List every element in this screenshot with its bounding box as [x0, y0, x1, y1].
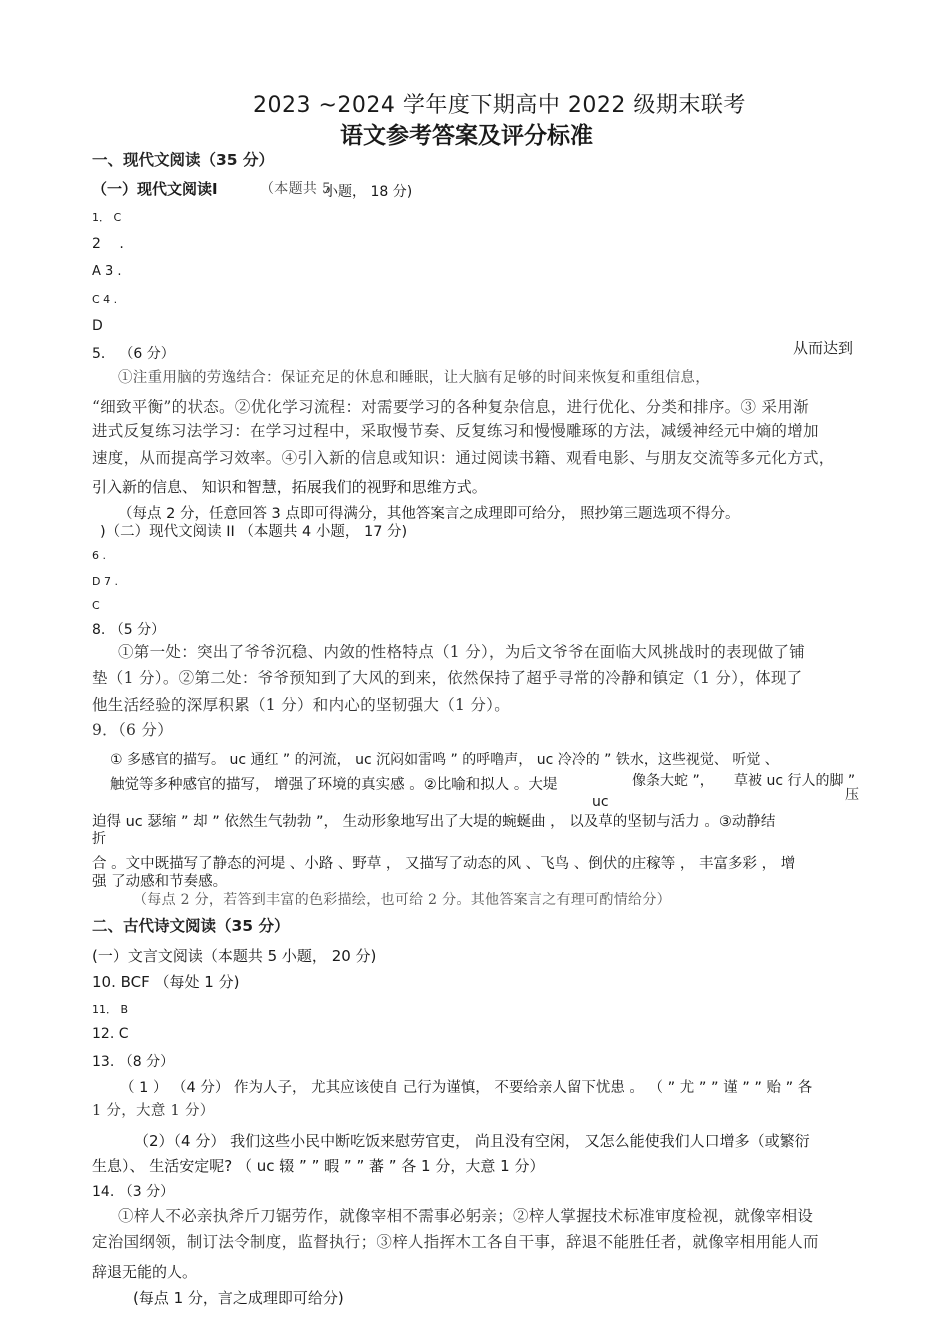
- answer-q11: 11． B: [92, 1003, 129, 1016]
- q14-line-3: 辞退无能的人。: [92, 1263, 198, 1281]
- section2-heading: 二、古代诗文阅读（35 分）: [92, 917, 290, 935]
- q9-heading: 9．（6 分）: [92, 721, 174, 739]
- answer-q7-c: C: [92, 599, 100, 612]
- q9-line-1: ① 多感官的描写。 uc 通红 ” 的河流， uc 沉闷如雷鸣 ” 的呼噜声， uc 冷冷的 ” 铁水，这些视觉、 听觉 、: [110, 752, 779, 768]
- part1-heading: （一）现代文阅读Ⅰ: [92, 180, 218, 198]
- answer-q2: 2 .: [92, 236, 124, 252]
- q8-heading: 8. （5 分）: [92, 622, 166, 638]
- q9-line-4: 合 。文中既描写了静态的河堤 、小路 、野草 ， 又描写了动态的风 、飞鸟 、倒伏的庄稼等 ， 丰富多彩 ， 增: [92, 856, 796, 872]
- q13-part1-line-1: （ 1 ） （4 分） 作为人子， 尤其应该使自 己行为谨慎， 不要给亲人留下忧患 。 （ ” 尤 ” ” 谨 ” ” 贻 ” 各: [120, 1080, 813, 1096]
- q9-ya-fragment: 压: [845, 787, 859, 803]
- q13-part1-line-2: 1 分，大意 1 分）: [92, 1103, 215, 1119]
- document-title: 2023 ~2024 学年度下期高中 2022 级期末联考: [253, 93, 746, 118]
- answer-q6: 6 .: [92, 549, 106, 562]
- q9-scoring-note: （每点 2 分，若答到丰富的色彩描绘，也可给 2 分。其他答案言之有理可酌情给分）: [133, 892, 671, 908]
- answer-q3: A 3 .: [92, 264, 122, 279]
- q13-part2-line-2: 生息）、 生活安定呢? （ uc 辍 ” ” 暇 ” ” 蕃 ” 各 1 分，大意 1 分）: [92, 1157, 545, 1175]
- q5-side-text: 从而达到: [793, 339, 854, 357]
- q13-part2-line-1: （2）（4 分） 我们这些小民中断吃饭来慰劳官吏， 尚且没有空闲， 又怎么能使我们人口增多（或繁衍: [134, 1132, 810, 1150]
- answer-q12: 12. C: [92, 1026, 129, 1042]
- part1-note: （本题共 5: [260, 181, 332, 197]
- q8-line-3: 他生活经验的深厚积累（1 分）和内心的坚韧强大（1 分）。: [92, 696, 511, 714]
- q13-heading: 13. （8 分）: [92, 1054, 175, 1070]
- q5-line-1: ①注重用脑的劳逸结合：保证充足的休息和睡眠，让大脑有足够的时间来恢复和重组信息，: [118, 370, 710, 386]
- answer-q7: D 7 .: [92, 575, 118, 588]
- q5-heading: 5． （6 分）: [92, 346, 175, 362]
- q14-line-2: 定治国纲领，制订法令制度，监督执行；③梓人指挥木工各自干事，辞退不能胜任者，就像宰相用能人而: [92, 1233, 819, 1251]
- q5-line-4: 速度，从而提高学习效率。④引入新的信息或知识：通过阅读书籍、观看电影、与朋友交流等多元化方式，: [92, 449, 835, 467]
- q9-line-3: 迫得 uc 瑟缩 ” 却 ” 依然生气勃勃 ”， 生动形象地写出了大堤的蜿蜒曲 ， 以及草的坚韧与活力 。③动静结: [92, 814, 776, 830]
- q8-line-2: 垫（1 分）。②第二处：爷爷预知到了大风的到来，依然保持了超乎寻常的冷静和镇定（1 分），体现了: [92, 669, 803, 687]
- section1-heading: 一、现代文阅读（35 分）: [92, 151, 274, 169]
- q9-line-2a: 触觉等多种感官的描写， 增强了环境的真实感 。②比喻和拟人 。大堤: [110, 777, 558, 793]
- q14-scoring-note: (每点 1 分，言之成理即可给分): [133, 1289, 344, 1307]
- q5-line-5: 引入新的信息、 知识和智慧，拓展我们的视野和思维方式。: [92, 478, 487, 496]
- q14-heading: 14. （3 分）: [92, 1184, 175, 1200]
- answer-q4: C 4 .: [92, 293, 118, 306]
- answer-q4-d: D: [92, 318, 103, 334]
- q9-zhe-fragment: 折: [92, 831, 106, 847]
- q9-uc-fragment: uc: [592, 794, 609, 810]
- part2-heading: )（二）现代文阅读 II （本题共 4 小题， 17 分): [100, 524, 408, 540]
- answer-q10: 10. BCF （每处 1 分): [92, 973, 240, 991]
- q9-line-2b: 像条大蛇 ”，: [632, 773, 714, 789]
- q5-line-3: 进式反复练习法学习：在学习过程中，采取慢节奏、反复练习和慢慢雕琢的方法，减缓神经元中熵的增加: [92, 422, 819, 440]
- part1-note-cont: 小题， 18 分): [324, 184, 413, 200]
- section2-part1-heading: (一）文言文阅读（本题共 5 小题， 20 分): [92, 947, 377, 965]
- q5-scoring-note: （每点 2 分，任意回答 3 点即可得满分，其他答案言之成理即可给分， 照抄第三题选项不得分。: [118, 506, 740, 522]
- document-subtitle: 语文参考答案及评分标准: [340, 123, 593, 149]
- q9-line-5: 强 了动感和节奏感。: [92, 874, 228, 890]
- q9-line-2c: 草被 uc 行人的脚 ”: [734, 773, 856, 789]
- q14-line-1: ①梓人不必亲执斧斤刀锯劳作，就像宰相不需事必躬亲；②梓人掌握技术标准审度检视，就像宰相设: [118, 1207, 814, 1225]
- answer-q1: 1． C: [92, 211, 122, 224]
- q8-line-1: ①第一处：突出了爷爷沉稳、内敛的性格特点（1 分），为后文爷爷在面临大风挑战时的表现做了铺: [118, 643, 806, 661]
- q5-line-2: “细致平衡”的状态。②优化学习流程：对需要学习的各种复杂信息，进行优化、分类和排序。③ 采用渐: [92, 398, 809, 416]
